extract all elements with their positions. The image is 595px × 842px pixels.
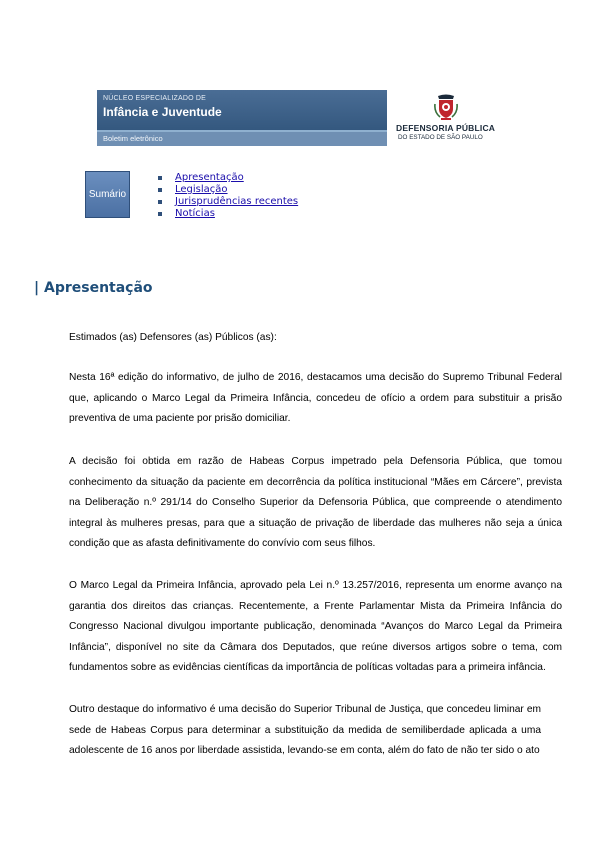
body-paragraph: A decisão foi obtida em razão de Habeas Corpus impetrado pela Defensoria Pública, que tomou conhecimento da situação da paciente em decorrência da política institucional “Mães em Cárcere”, prevista na Deliberação n.º 291/14 do Conselho Superior da Defensoria Pública, que compreende o atendimento integral às mulheres presas, para que a situação de privação de liberdade das mulheres não seja a única condição que as afasta definitivamente do convívio com seus filhos. [69,456,562,549]
bullet-icon [158,212,162,216]
toc-link-jurisprudencias[interactable]: Jurisprudências recentes [175,196,299,207]
toc-item [158,172,298,184]
toc-item [158,184,298,196]
table-of-contents [158,172,298,220]
toc-link-apresentacao[interactable]: Apresentação [175,172,244,183]
body-paragraph: O Marco Legal da Primeira Infância, aprovado pela Lei n.º 13.257/2016, representa um enorme avanço na garantia dos direitos das crianças. Recentemente, a Frente Parlamentar Mista da Primeira Infância do Congresso Nacional divulgou importante publicação, denominada “Avanços do Marco Legal da Primeira Infância”, disponível no site da Câmara dos Deputados, que reúne diversos artigos sobre o tema, com fundamentos sobre as evidências científicas da importância de políticas voltadas para a primeira infância. [69,580,562,673]
bulletin-banner [97,90,387,146]
banner-title: Infância e Juventude [103,105,222,119]
bullet-icon [158,176,162,180]
bullet-icon [158,200,162,204]
summary-box: Sumário [85,171,130,218]
section-title: | Apresentação [34,280,153,296]
banner-small-text: NÚCLEO ESPECIALIZADO DE [103,95,207,102]
body-paragraph: Outro destaque do informativo é uma decisão do Superior Tribunal de Justiça, que concedeu liminar em sede de Habeas Corpus para determinar a substituição da medida de semiliberdade aplicada a uma adolescente de 16 anos por liberdade assistida, levando-se em conta, além do fato de não ter sido o ato [69,704,541,756]
toc-link-legislacao[interactable]: Legislação [175,184,228,195]
toc-item [158,208,298,220]
toc-item [158,196,298,208]
toc-link-noticias[interactable]: Notícias [175,208,215,219]
greeting-paragraph: Estimados (as) Defensores (as) Públicos (as): [69,332,277,343]
body-paragraph: Nesta 16ª edição do informativo, de julho de 2016, destacamos uma decisão do Supremo Tribunal Federal que, aplicando o Marco Legal da Primeira Infância, concedeu de ofício a ordem para substituir a prisão preventiva de uma paciente por prisão domiciliar. [69,372,562,424]
bullet-icon [158,188,162,192]
banner-top [97,90,387,130]
logo-title: DEFENSORIA PÚBLICA [396,123,496,133]
logo-subtitle: DO ESTADO DE SÃO PAULO [398,134,483,141]
banner-subtitle: Boletim eletrônico [97,132,387,146]
defensoria-logo [396,94,506,146]
coat-of-arms-icon [434,94,458,120]
